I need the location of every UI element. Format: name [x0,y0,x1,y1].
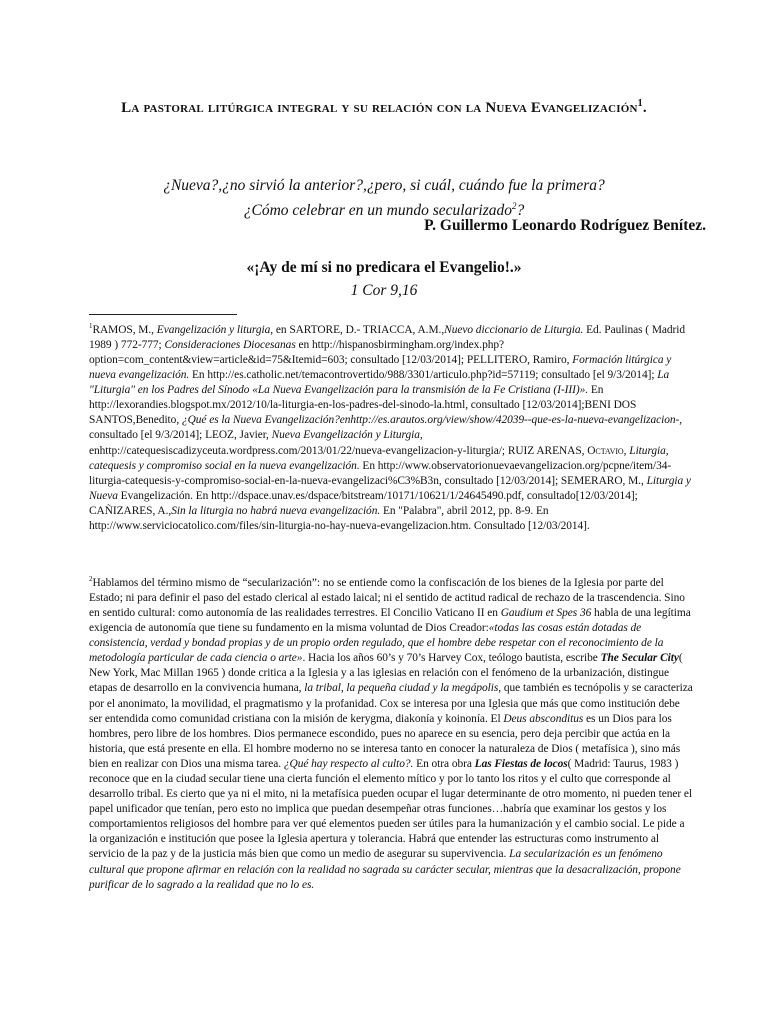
footnote-ref-2[interactable]: 2 [511,201,517,211]
footnote-1-title: Nueva Evangelización y Liturgia, [271,429,423,442]
footnote-2-emphasis: ¿Qué hay respecto al culto?. [283,757,414,770]
footnote-1-text: consultado [el 9/3/2014]; LEOZ, Javier, [89,429,272,442]
epigraph-reference: 1 Cor 9,16 [350,282,418,299]
footnote-2-book-title: The Secular City [600,652,679,665]
question-line-2-text: ¿Cómo celebrar en un mundo secularizado [243,202,512,220]
footnote-1-title: Consideraciones Diocesanas [164,338,296,351]
footnote-1-link[interactable]: En "Palabra", abril 2012, pp. 8-9. En http://www.serviciocatolico.com/files/sin-liturgia-no-hay-nueva-evangelizacion.htm. Consultado [12/03/2014]. [89,504,590,533]
footnote-2-text: que también es tecnópolis y se caracteriza por el anonimato, la movilidad, el pragmatismo y la profanidad. Cox se interesa por una Iglesia que más que como institución debe ser entendida como comunidad cristiana con la misión de kerygma, diakonía y koinonía. El [89,682,693,725]
opening-questions [70,176,698,221]
question-line-1: ¿Nueva?,¿no sirvió la anterior?,¿pero, si cuál, cuándo fue la primera? [163,177,605,194]
title-text: La pastoral litúrgica integral y su relación con la Nueva Evangelización [121,100,638,116]
question-line-2-end: ? [516,202,525,220]
footnote-2-text: es un Dios para los hombres, pero libre de los hombres. Dios permanece escondido, pues no aparece en su esencia, pero deja percibir que actúa en la historia, que está presente en ella. El hombre moderno no se interesa tanto en conocer la naturaleza de Dios ( metafísica ), sino más bien en realizar con Dios una misma tarea. [89,712,681,770]
footnote-2-text: ( New York, Mac Millan 1965 ) donde critica a la Iglesia y a las iglesias en relación con el fenómeno de la urbanización, distingue etapas de desarrollo en la convivencia humana, [89,652,683,695]
footnote-separator [89,314,237,315]
footnote-2-emphasis: Deus absconditus [503,712,584,725]
title-period: . [642,100,647,116]
footnote-2-emphasis: «todas las cosas están dotadas de consistencia, verdad y bondad propias y de un propio orden regulado, que el hombre debe respetar con el reconocimiento de la metodología particular de cada ciencia o arte» [89,622,664,665]
footnote-2-text: habla de una legítima exigencia de autonomía que tiene su fundamento en la misma voluntad de Dios Creador: [89,606,691,635]
footnote-1-text: en SARTORE, D.- TRIACCA, A.M., [273,323,445,336]
footnote-2-text: . Hacia los años 60’s y 70’s Harvey Cox, teólogo bautista, escribe [302,652,601,665]
footnote-1-title: ¿Qué es la Nueva Evangelización?enhttp://es.arautos.org/view/show/42039--que-es-la-nueva-evangelizacion-, [181,414,683,427]
footnote-1-link[interactable]: en http://hispanosbirmingham.org/index.php?option=com_content&view=article&id=75&Itemid=603; consultado [12/03/2014]; PELLITERO, Ramiro, [89,338,573,366]
footnote-1-title: Sin la liturgia no habrá nueva evangelización. [171,504,381,517]
footnote-2-text: ( Madrid: Taurus, 1983 ) reconoce que en la ciudad secular tiene una cierta función el elemento mítico y por lo tanto los ritos y el culto que corresponde al desarrollo tribal. Es cierto que ya ni el mito, ni la metafísica pueden ocupar el lugar determinante de otro momento, ni pueden tener el papel unificador que tenían, pero esto no implica que puedan desempeñar otras funciones…habría que examinar los gestos y los comportamientos religiosos del hombre para ver qué elementos pueden ser útiles para la humanización y el cambio social. Le pide a la organización e institución que posee la Iglesia apertura y tolerancia. Habrá que entender las estructuras como instrumento al servicio de la paz y de la justicia más bien que como un medio de asegurar su supervivencia. [89,757,693,861]
footnote-1-title: Evangelización y liturgia, [156,323,274,336]
footnote-2-text: Hablamos del término mismo de “secularización”: no se entiende como la confiscación de los bienes de la Iglesia por parte del Estado; ni para definir el paso del estado clerical al estado laical; ni el sentido de actitud radical de rechazo de la trascendencia. Sino en sentido cultural: como autonomía de las realidades terrestres. El Concilio Vaticano II en [89,576,685,619]
footnote-1-link[interactable]: En http://www.observatorionuevaevangelizacion.org/pcpne/item/34-liturgia-catequesis-y-compromiso-social-en-la-nueva-evangelizaci%C3%B3n, consultado [12/03/2014]; SEMERARO, M., [89,459,672,487]
footnote-2-book-title: Las Fiestas de locos [474,757,568,770]
footnote-1-text: Octavio [587,444,624,457]
footnote-1-text: , [623,444,630,457]
footnote-1-text: RAMOS, M., [92,323,157,336]
footnote-1-title: La "Liturgia" en los Padres del Sínodo «La Nueva Evangelización para la transmisión de la Fe Cristiana (I-III)». [89,369,670,397]
footnote-2-emphasis: La secularización es un fenómeno cultural que propone afirmar en relación con la realidad no sagrada su carácter secular, mientras que la desacralización, propone purificar de lo sagrado a la realidad que no lo es. [89,848,681,891]
footnote-1-link[interactable]: En http://es.catholic.net/temacontrovertido/988/3301/articulo.php?id=57119; consultado [el 9/3/2014]; [189,369,658,382]
epigraph-quote: «¡Ay de mí si no predicara el Evangelio!.» [246,259,522,276]
footnote-1-title: Liturgia y Nueva [89,474,691,502]
footnote-1-title: Nuevo diccionario de Liturgia. [444,323,584,336]
page-title [80,94,688,118]
footnote-1-link[interactable]: En http://lexorandies.blogspot.mx/2012/10/la-liturgia-en-los-padres-del-sinodo-la.html, consultado [12/03/2014];BENI DOS SANTOS,Benedito, [89,384,637,427]
footnote-1-link[interactable]: enhttp://catequesiscadizyceuta.wordpress.com/2013/01/22/nueva-evangelizacion-y-liturgia/; RUIZ ARENAS, [89,444,588,457]
footnote-1 [89,319,693,534]
footnote-1-title: Formación litúrgica y nueva evangelización. [89,353,672,382]
footnote-2-emphasis: Gaudium et Spes 36 [500,606,592,619]
footnote-1-marker: 1 [89,322,93,330]
author-name: P. Guillermo Leonardo Rodríguez Benítez. [424,217,706,234]
footnote-2-text: En otra obra [413,757,475,770]
footnote-ref-1[interactable]: 1 [637,98,643,109]
footnote-2-marker: 2 [89,575,93,583]
footnote-1-text: Ed. Paulinas ( Madrid 1989 ) 772-777; [89,323,686,351]
footnote-2-emphasis: la tribal, la pequeña ciudad y la megápolis, [304,682,502,695]
footnote-1-title: Liturgia, catequesis y compromiso social en la nueva evangelización. [89,444,669,472]
footnote-2 [89,572,693,893]
footnote-1-link[interactable]: Evangelización. En http://dspace.unav.es/dspace/bitstream/10171/10621/1/24645490.pdf, consultado[12/03/2014]; CAÑIZARES, A., [89,489,638,517]
